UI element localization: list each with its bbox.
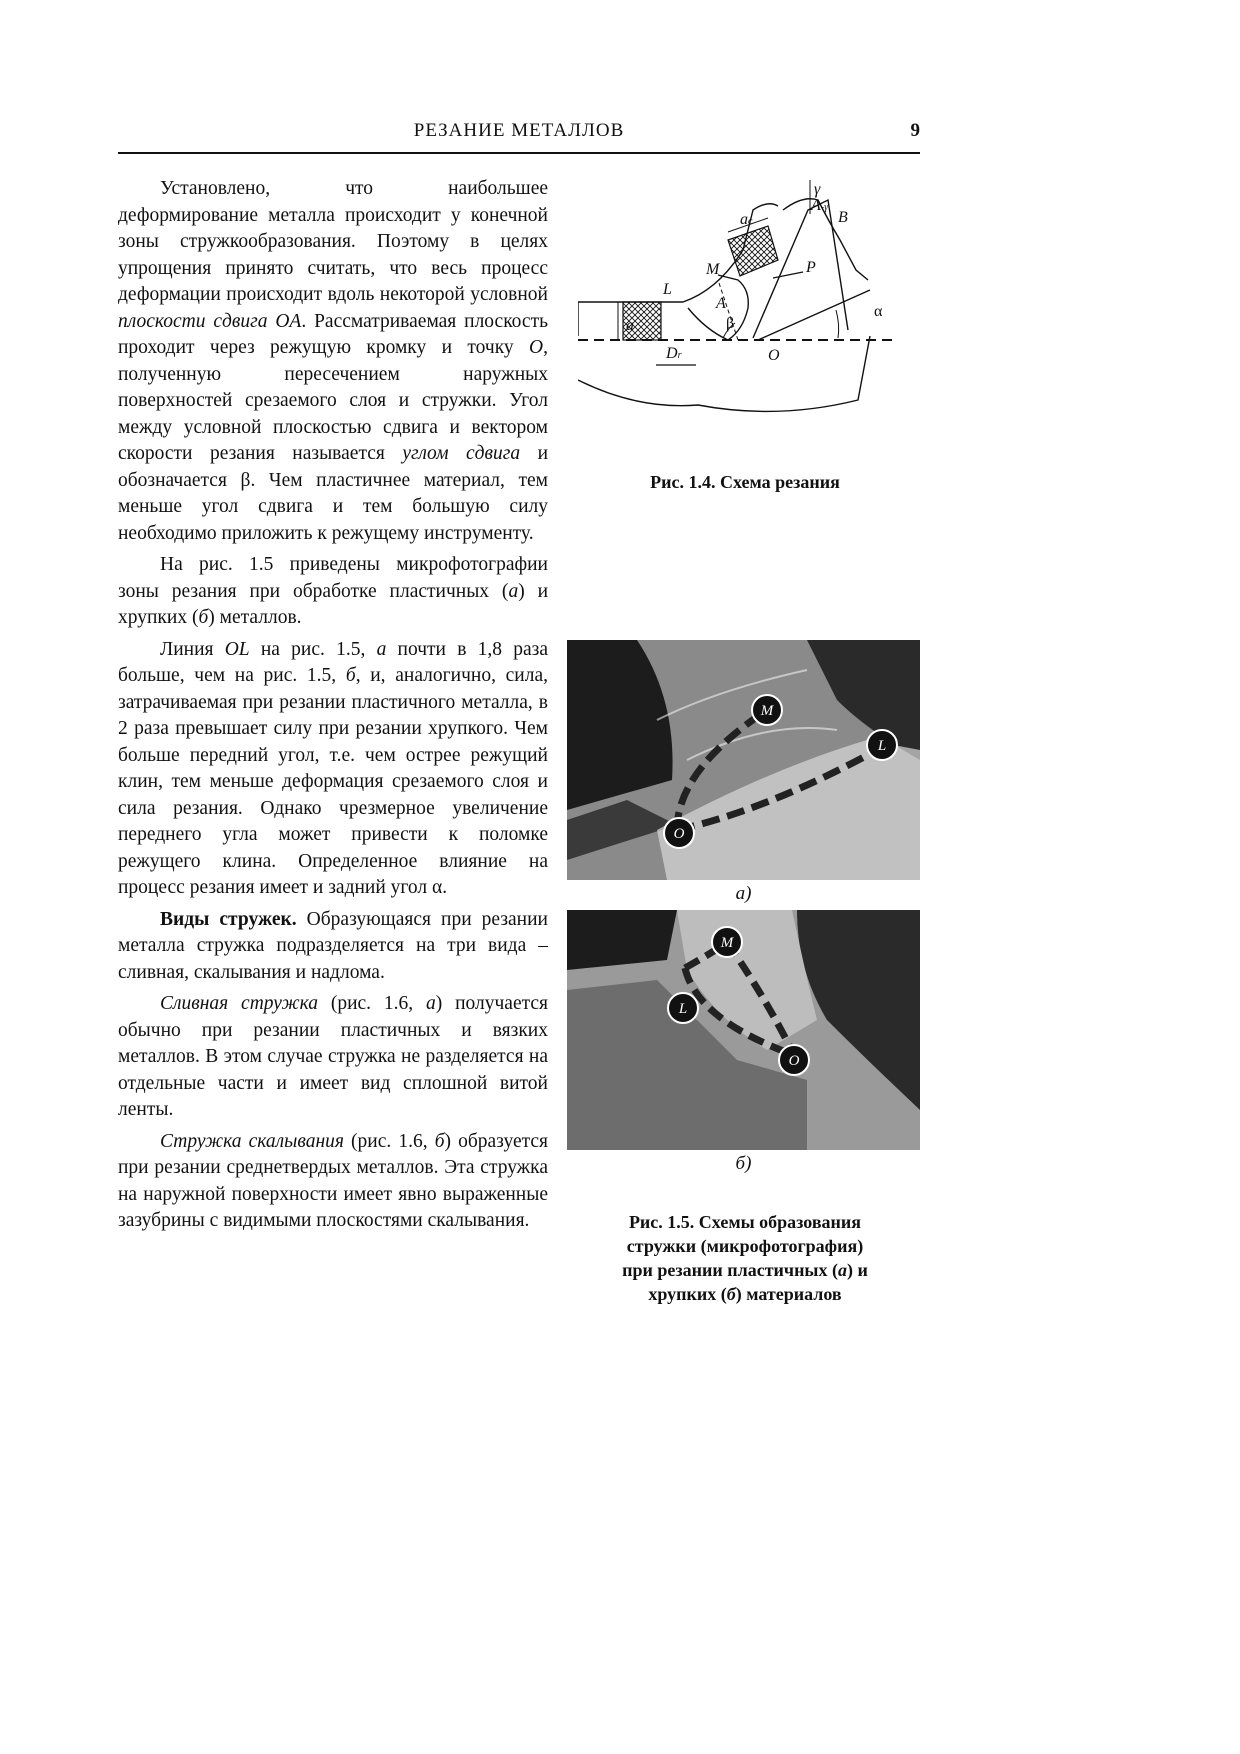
workpiece-bottom: [578, 336, 870, 411]
text-run: ) металлов.: [208, 607, 302, 628]
marker-l: L: [678, 1001, 688, 1017]
text-run: , полученную пересечением наружных поверхностей срезаемого слоя и стружки. Угол между условной плоскостью сдвига и вектором скорости резания называется: [118, 337, 548, 464]
label-o: O: [768, 347, 780, 364]
text-run: на рис. 1.5,: [249, 638, 377, 660]
tool-outline: [753, 200, 848, 338]
flank-face: [758, 290, 870, 340]
arc-alpha: [836, 310, 839, 338]
page-number: 9: [910, 120, 920, 141]
subfigure-b-label: б): [735, 1153, 752, 1174]
italic-run: OL: [224, 638, 250, 660]
label-b: B: [838, 209, 848, 226]
figure-1-4-caption: Рис. 1.4. Схема резания: [650, 472, 840, 492]
paragraph-continuous-chip: [118, 991, 548, 1124]
running-title: РЕЗАНИЕ МЕТАЛЛОВ: [413, 120, 625, 141]
text-run: ) и: [846, 1260, 868, 1280]
microphoto-b-graphic: [567, 910, 920, 1150]
body-text: [118, 176, 548, 1240]
italic-run: б: [345, 665, 356, 686]
text-run: На рис. 1.5 приведены микрофотографии зоны резания при обработке пластичных (: [118, 554, 548, 602]
marker-o: O: [788, 1053, 800, 1069]
section-heading: Виды стружек.: [160, 908, 297, 930]
label-alpha: α: [874, 303, 883, 320]
text-run: и обозначается β. Чем пластичнее материал, тем меньше угол сдвига и тем большую силу необходимо приложить к режущему инструменту.: [118, 443, 549, 544]
text-run: Линия: [160, 638, 225, 660]
paragraph-shear-chip: [118, 1129, 548, 1235]
marker-m: M: [720, 935, 734, 951]
term-point-o: O: [529, 337, 544, 358]
italic-run: а: [425, 993, 436, 1014]
cutting-scheme-diagram: [578, 180, 918, 430]
text-run: Установлено, что наибольшее деформирование металла происходит у конечной зоны стружкообразования. Поэтому в целях упрощения принято считать, что весь процесс деформации происходит вдоль некоторой условной: [118, 178, 548, 305]
text-run: при резании пластичных (: [622, 1260, 838, 1280]
label-ac: ac: [740, 211, 753, 228]
label-a: a: [626, 317, 634, 334]
microphoto-brittle: [567, 910, 920, 1150]
italic-run: а: [837, 1260, 847, 1280]
text-run: (рис. 1.6,: [343, 1130, 435, 1152]
caption-line: стружки (микрофотография): [626, 1236, 864, 1256]
text-run: ) материалов: [735, 1284, 842, 1304]
term-shear-plane: плоскости сдвига OA: [118, 310, 302, 332]
term-shear-chip: Стружка скалывания: [160, 1130, 344, 1152]
microphoto-plastic: [567, 640, 920, 880]
caption-line: [585, 1282, 905, 1306]
page-header: [118, 120, 920, 154]
paragraph-chip-types: [118, 907, 548, 987]
paragraph-microphotos: [118, 552, 548, 632]
italic-run: а: [376, 638, 387, 660]
label-beta: β: [726, 315, 735, 332]
text-run: ) получается обычно при резании пластичных и вязких металлов. В этом случае стружка не разделяется на отдельные части и имеет вид сплошной витой ленты.: [118, 993, 548, 1120]
label-a-point: A: [716, 295, 726, 312]
text-run: ) образуется при резании среднетвердых металлов. Эта стружка на наружной поверхности имеет явно выраженные зазубрины с видимыми плоскостями скалывания.: [118, 1130, 548, 1231]
caption-line: [585, 1258, 905, 1282]
marker-l: L: [877, 738, 887, 754]
label-m: M: [706, 261, 720, 278]
deformed-element: [728, 226, 778, 276]
term-continuous-chip: Сливная стружка: [160, 993, 318, 1014]
italic-run: б: [198, 607, 209, 628]
caption-line: Рис. 1.5. Схемы образования: [628, 1212, 862, 1232]
text-run: , и, аналогично, сила, затрачиваемая при резании пластичного металла, в 2 раза превышает силу при резании хрупкого. Чем больше передний угол, т.е. чем острее режущий клин, тем меньше деформация срезаемого слоя и сила резания. Однако чрезмерное увеличение переднего угла может привести к поломке режущего клина. Определенное влияние на процесс резания имеет и задний угол α.: [118, 665, 548, 898]
text-run: хрупких (: [648, 1284, 727, 1304]
label-gamma: γ: [814, 181, 821, 198]
label-a-gamma: A-γ: [811, 197, 829, 214]
paragraph-shear-plane: [118, 176, 548, 547]
subfigure-a-label: а): [735, 883, 752, 904]
italic-run: б: [434, 1130, 445, 1152]
text-run: Образующаяся при резании металла стружка подразделяется на три вида – сливная, скалывания и надлома.: [118, 908, 548, 983]
text-run: . Рассматриваемая плоскость проходит через режущую кромку и точку: [118, 310, 548, 358]
italic-run: а: [508, 580, 519, 602]
marker-m: M: [760, 703, 774, 719]
figure-1-5-caption: [585, 1210, 905, 1306]
text-run: почти в 1,8 раза больше, чем на рис. 1.5,: [118, 638, 548, 686]
label-p: P: [806, 259, 816, 276]
label-dr: Dr: [666, 345, 682, 362]
label-l: L: [663, 281, 672, 298]
paragraph-line-ol: [118, 637, 548, 902]
marker-o: O: [673, 826, 685, 842]
term-shear-angle: углом сдвига: [402, 443, 521, 464]
arrow-p: [773, 272, 803, 278]
text-run: ) и хрупких (: [118, 580, 548, 628]
text-run: (рис. 1.6,: [317, 993, 426, 1014]
italic-run: б: [726, 1284, 736, 1304]
microphoto-a-graphic: [567, 640, 920, 880]
